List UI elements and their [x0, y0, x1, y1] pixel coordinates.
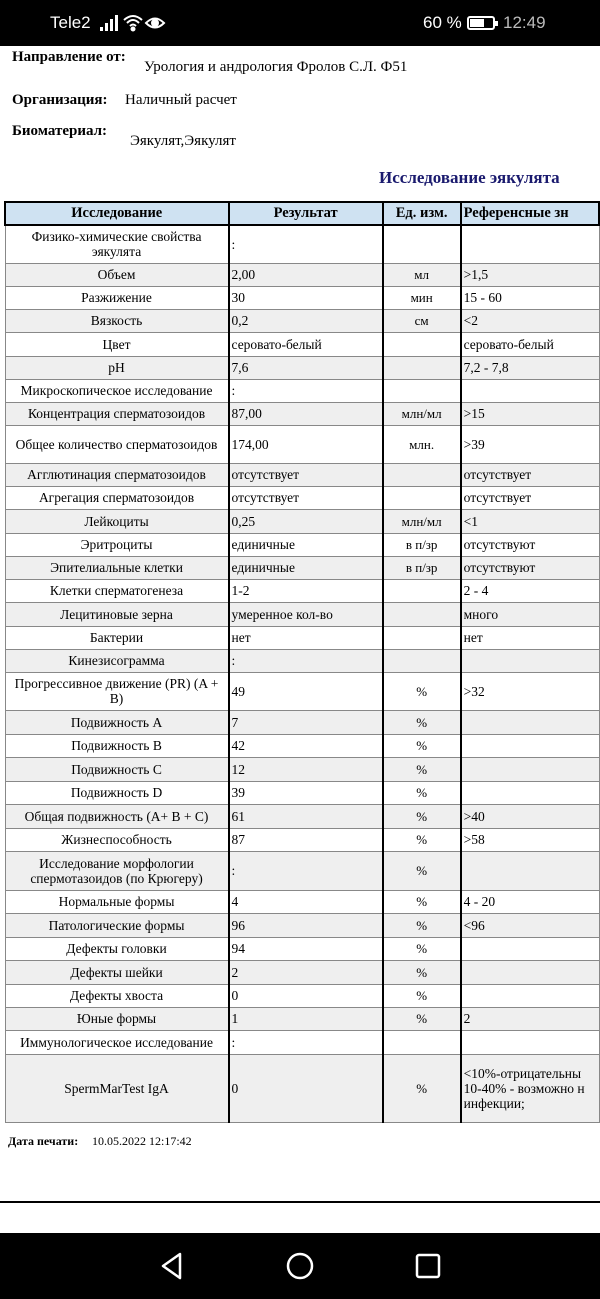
- result-cell: 1: [229, 1007, 383, 1030]
- test-name-cell: Агрегация сперматозоидов: [5, 486, 229, 509]
- test-name-cell: Подвижность A: [5, 710, 229, 734]
- test-name-cell: Агглютинация сперматозоидов: [5, 463, 229, 486]
- test-name-cell: Общее количество сперматозоидов: [5, 425, 229, 463]
- test-name-cell: Вязкость: [5, 309, 229, 332]
- table-row: [5, 649, 599, 672]
- test-name-cell: Дефекты шейки: [5, 960, 229, 984]
- table-row: [5, 984, 599, 1007]
- test-name-cell: Бактерии: [5, 626, 229, 649]
- unit-cell: [383, 602, 461, 626]
- unit-cell: %: [383, 937, 461, 960]
- unit-cell: [383, 379, 461, 402]
- unit-cell: [383, 626, 461, 649]
- unit-cell: %: [383, 890, 461, 913]
- result-cell: 12: [229, 757, 383, 781]
- result-cell: 87: [229, 828, 383, 851]
- test-name-cell: Лейкоциты: [5, 509, 229, 533]
- reference-cell: [461, 734, 599, 757]
- result-cell: :: [229, 851, 383, 890]
- unit-cell: %: [383, 1007, 461, 1030]
- table-row: [5, 286, 599, 309]
- column-header: Референсные зн: [461, 202, 599, 225]
- reference-cell: серовато-белый: [461, 332, 599, 356]
- result-cell: :: [229, 1030, 383, 1054]
- table-row: [5, 734, 599, 757]
- test-name-cell: Дефекты головки: [5, 937, 229, 960]
- result-cell: 1-2: [229, 579, 383, 602]
- result-cell: :: [229, 379, 383, 402]
- table-row: [5, 1054, 599, 1122]
- reference-cell: отсутствует: [461, 486, 599, 509]
- result-cell: 7: [229, 710, 383, 734]
- reference-cell: [461, 984, 599, 1007]
- table-row: [5, 402, 599, 425]
- table-row: [5, 710, 599, 734]
- test-name-cell: Цвет: [5, 332, 229, 356]
- unit-cell: %: [383, 804, 461, 828]
- unit-cell: [383, 463, 461, 486]
- result-cell: 0: [229, 984, 383, 1007]
- result-cell: 87,00: [229, 402, 383, 425]
- table-row: [5, 672, 599, 710]
- table-row: [5, 533, 599, 556]
- biomaterial-value: Эякулят,Эякулят: [130, 133, 236, 149]
- reference-cell: [461, 710, 599, 734]
- reference-cell: 2 - 4: [461, 579, 599, 602]
- reference-cell: [461, 757, 599, 781]
- test-name-cell: Патологические формы: [5, 913, 229, 937]
- table-row: [5, 356, 599, 379]
- result-cell: 0: [229, 1054, 383, 1122]
- table-row: [5, 602, 599, 626]
- reference-cell: >15: [461, 402, 599, 425]
- table-row: [5, 1007, 599, 1030]
- unit-cell: [383, 225, 461, 263]
- unit-cell: %: [383, 734, 461, 757]
- reference-cell: 4 - 20: [461, 890, 599, 913]
- table-row: [5, 851, 599, 890]
- result-cell: нет: [229, 626, 383, 649]
- test-name-cell: pH: [5, 356, 229, 379]
- result-cell: 0,25: [229, 509, 383, 533]
- result-cell: 30: [229, 286, 383, 309]
- table-row: [5, 626, 599, 649]
- unit-cell: [383, 649, 461, 672]
- unit-cell: млн/мл: [383, 509, 461, 533]
- unit-cell: [383, 332, 461, 356]
- test-name-cell: Эритроциты: [5, 533, 229, 556]
- unit-cell: %: [383, 672, 461, 710]
- wifi-icon: [124, 16, 142, 31]
- result-cell: :: [229, 649, 383, 672]
- reference-cell: [461, 379, 599, 402]
- reference-cell: много: [461, 602, 599, 626]
- reference-cell: >1,5: [461, 263, 599, 286]
- table-row: [5, 1030, 599, 1054]
- unit-cell: %: [383, 757, 461, 781]
- test-name-cell: Общая подвижность (A+ B + C): [5, 804, 229, 828]
- column-header: Результат: [229, 202, 383, 225]
- result-cell: 4: [229, 890, 383, 913]
- unit-cell: %: [383, 960, 461, 984]
- unit-cell: %: [383, 913, 461, 937]
- result-cell: серовато-белый: [229, 332, 383, 356]
- result-cell: 174,00: [229, 425, 383, 463]
- unit-cell: в п/зр: [383, 556, 461, 579]
- result-cell: 39: [229, 781, 383, 804]
- result-cell: умеренное кол-во: [229, 602, 383, 626]
- result-cell: 49: [229, 672, 383, 710]
- unit-cell: %: [383, 851, 461, 890]
- table-row: [5, 828, 599, 851]
- result-cell: единичные: [229, 556, 383, 579]
- status-bar: [0, 0, 600, 46]
- reference-cell: >58: [461, 828, 599, 851]
- signal-icon: [100, 15, 118, 31]
- table-row: [5, 804, 599, 828]
- reference-cell: отсутствует: [461, 463, 599, 486]
- table-row: [5, 263, 599, 286]
- referral-label: Направление от:: [12, 49, 126, 65]
- reference-cell: нет: [461, 626, 599, 649]
- navigation-bar: [0, 1233, 600, 1299]
- test-name-cell: Прогрессивное движение (PR) (A + B): [5, 672, 229, 710]
- result-cell: 96: [229, 913, 383, 937]
- reference-cell: 2: [461, 1007, 599, 1030]
- unit-cell: в п/зр: [383, 533, 461, 556]
- recents-icon[interactable]: [414, 1251, 442, 1281]
- column-header: Исследование: [5, 202, 229, 225]
- reference-cell: [461, 225, 599, 263]
- unit-cell: мл: [383, 263, 461, 286]
- reference-cell: <2: [461, 309, 599, 332]
- table-row: [5, 579, 599, 602]
- result-cell: 94: [229, 937, 383, 960]
- clock: 12:49: [503, 13, 546, 32]
- divider: [0, 1201, 600, 1203]
- table-row: [5, 781, 599, 804]
- unit-cell: %: [383, 710, 461, 734]
- reference-cell: <96: [461, 913, 599, 937]
- unit-cell: %: [383, 984, 461, 1007]
- reference-cell: [461, 851, 599, 890]
- battery-percent: 60 %: [423, 13, 462, 32]
- test-name-cell: Концентрация сперматозоидов: [5, 402, 229, 425]
- reference-cell: >32: [461, 672, 599, 710]
- column-header: Ед. изм.: [383, 202, 461, 225]
- reference-cell: >39: [461, 425, 599, 463]
- table-row: [5, 556, 599, 579]
- test-name-cell: Подвижность B: [5, 734, 229, 757]
- result-cell: 2: [229, 960, 383, 984]
- table-row: [5, 332, 599, 356]
- battery-icon: [467, 16, 495, 30]
- table-row: [5, 937, 599, 960]
- carrier-name: Tele2: [50, 13, 91, 32]
- unit-cell: %: [383, 781, 461, 804]
- reference-cell: >40: [461, 804, 599, 828]
- home-icon[interactable]: [285, 1251, 315, 1281]
- reference-cell: [461, 649, 599, 672]
- referral-value: Урология и андрология Фролов С.Л. Ф51: [144, 59, 408, 75]
- table-row: [5, 757, 599, 781]
- unit-cell: [383, 579, 461, 602]
- status-icons: [100, 12, 172, 39]
- reference-cell: [461, 960, 599, 984]
- test-name-cell: Иммунологическое исследование: [5, 1030, 229, 1054]
- table-row: [5, 890, 599, 913]
- result-cell: единичные: [229, 533, 383, 556]
- table-row: [5, 309, 599, 332]
- result-cell: отсутствует: [229, 486, 383, 509]
- reference-cell: отсутствуют: [461, 556, 599, 579]
- test-name-cell: Эпителиальные клетки: [5, 556, 229, 579]
- results-table: [4, 201, 600, 1123]
- table-row: [5, 509, 599, 533]
- print-date: 10.05.2022 12:17:42: [92, 1134, 192, 1148]
- unit-cell: см: [383, 309, 461, 332]
- reference-cell: [461, 781, 599, 804]
- unit-cell: млн.: [383, 425, 461, 463]
- test-name-cell: Исследование морфологии спермотазоидов (по Крюгеру): [5, 851, 229, 890]
- unit-cell: [383, 1030, 461, 1054]
- test-name-cell: Дефекты хвоста: [5, 984, 229, 1007]
- unit-cell: %: [383, 828, 461, 851]
- result-cell: 7,6: [229, 356, 383, 379]
- table-row: [5, 425, 599, 463]
- reference-cell: <1: [461, 509, 599, 533]
- result-cell: :: [229, 225, 383, 263]
- reference-cell: <10%-отрицательны 10-40% - возможно н инфекции;: [461, 1054, 599, 1122]
- unit-cell: мин: [383, 286, 461, 309]
- test-name-cell: Клетки сперматогенеза: [5, 579, 229, 602]
- test-name-cell: Нормальные формы: [5, 890, 229, 913]
- table-row: [5, 379, 599, 402]
- test-name-cell: Разжижение: [5, 286, 229, 309]
- test-name-cell: Подвижность C: [5, 757, 229, 781]
- table-row: [5, 463, 599, 486]
- result-cell: 42: [229, 734, 383, 757]
- table-header-row: [5, 202, 599, 225]
- test-name-cell: Кинезисограмма: [5, 649, 229, 672]
- table-row: [5, 960, 599, 984]
- unit-cell: [383, 356, 461, 379]
- result-cell: 0,2: [229, 309, 383, 332]
- reference-cell: 15 - 60: [461, 286, 599, 309]
- test-name-cell: Юные формы: [5, 1007, 229, 1030]
- table-row: [5, 225, 599, 263]
- back-icon[interactable]: [158, 1251, 186, 1281]
- reference-cell: [461, 937, 599, 960]
- reference-cell: 7,2 - 7,8: [461, 356, 599, 379]
- report-title: Исследование эякулята: [379, 168, 560, 187]
- unit-cell: %: [383, 1054, 461, 1122]
- test-name-cell: Микроскопическое исследование: [5, 379, 229, 402]
- result-cell: 2,00: [229, 263, 383, 286]
- table-row: [5, 913, 599, 937]
- result-cell: отсутствует: [229, 463, 383, 486]
- print-date-label: Дата печати:: [8, 1134, 79, 1148]
- test-name-cell: Подвижность D: [5, 781, 229, 804]
- test-name-cell: SpermMarTest IgA: [5, 1054, 229, 1122]
- unit-cell: млн/мл: [383, 402, 461, 425]
- test-name-cell: Физико-химические свойства эякулята: [5, 225, 229, 263]
- organization-value: Наличный расчет: [125, 92, 237, 108]
- unit-cell: [383, 486, 461, 509]
- result-cell: 61: [229, 804, 383, 828]
- organization-label: Организация:: [12, 92, 108, 108]
- table-row: [5, 486, 599, 509]
- eye-icon: [146, 19, 164, 28]
- test-name-cell: Объем: [5, 263, 229, 286]
- reference-cell: отсутствуют: [461, 533, 599, 556]
- test-name-cell: Лецитиновые зерна: [5, 602, 229, 626]
- test-name-cell: Жизнеспособность: [5, 828, 229, 851]
- reference-cell: [461, 1030, 599, 1054]
- biomaterial-label: Биоматериал:: [12, 123, 108, 139]
